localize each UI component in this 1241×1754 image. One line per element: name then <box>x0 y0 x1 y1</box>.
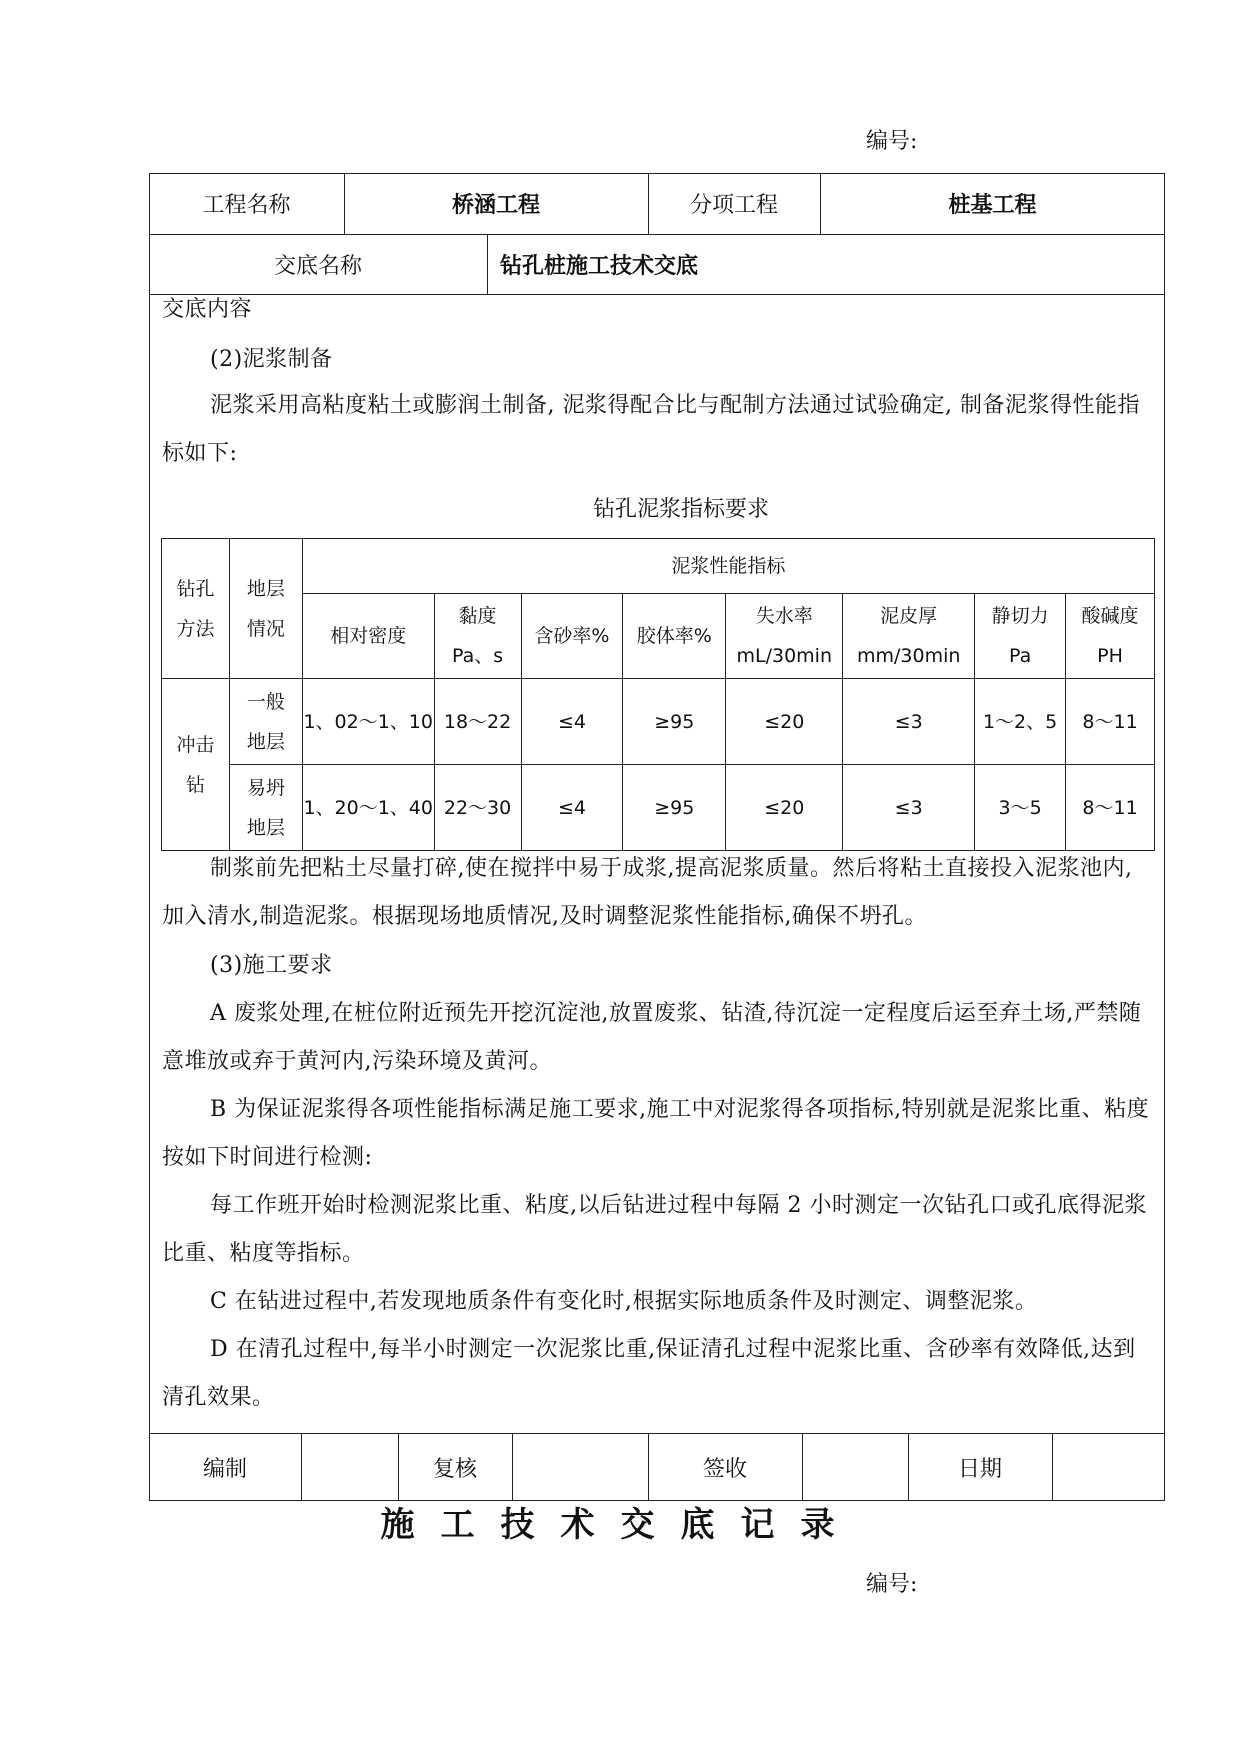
mud-preparation-paragraph: 泥浆采用高粘度粘土或膨润土制备, 泥浆得配合比与配制方法通过试验确定, 制备泥浆得性能指标如下: <box>162 393 1140 466</box>
requirement-b-paragraph: B 为保证泥浆得各项性能指标满足施工要求,施工中对泥浆得各项指标,特别就是泥浆比重、粘度按如下时间进行检测: <box>162 1097 1150 1170</box>
next-doc-number-label: 编号: <box>866 1572 918 1597</box>
reviewed-label: 复核 <box>432 1456 477 1482</box>
value-cell: 8～11 <box>1066 765 1155 851</box>
received-label: 签收 <box>702 1456 747 1482</box>
col-header-colloid-rate: 胶体率% <box>623 594 726 679</box>
date-field[interactable] <box>1052 1433 1165 1501</box>
value-cell: 8～11 <box>1066 679 1155 765</box>
value-cell: 3～5 <box>975 765 1066 851</box>
requirement-d-paragraph: D 在清孔过程中,每半小时测定一次泥浆比重,保证清孔过程中泥浆比重、含砂率有效降低,达到清孔效果。 <box>162 1337 1136 1410</box>
prepared-field[interactable] <box>301 1433 398 1501</box>
table-row <box>162 679 1155 765</box>
requirement-c-paragraph: C 在钻进过程中,若发现地质条件有变化时,根据实际地质条件及时测定、调整泥浆。 <box>210 1289 1038 1314</box>
sub-project-value: 桩基工程 <box>948 193 1037 218</box>
col-header-static-shear: 静切力 Pa <box>975 594 1066 679</box>
project-name-label: 工程名称 <box>202 193 291 218</box>
value-cell: ≥95 <box>623 765 726 851</box>
col-header-density: 相对密度 <box>302 594 434 679</box>
value-cell: 18～22 <box>434 679 521 765</box>
value-cell: 1、20～1、40 <box>302 765 434 851</box>
value-cell: ≤20 <box>726 679 843 765</box>
doc-number-label: 编号: <box>866 129 918 154</box>
requirement-a-paragraph: A 废浆处理,在桩位附近预先开挖沉淀池,放置废浆、钻渣,待沉淀一定程度后运至弃土场,严禁随意堆放或弃于黄河内,污染环境及黄河。 <box>162 1001 1142 1074</box>
briefing-name-label: 交底名称 <box>273 253 362 279</box>
col-header-mud-skin: 泥皮厚 mm/30min <box>843 594 975 679</box>
col-header-layer: 地层 情况 <box>229 539 302 679</box>
construction-requirements-heading: (3)施工要求 <box>210 953 333 978</box>
prepared-label: 编制 <box>202 1456 247 1482</box>
next-page-title: 施工技术交底记录 <box>380 1505 861 1545</box>
requirement-b2-paragraph: 每工作班开始时检测泥浆比重、粘度,以后钻进过程中每隔 2 小时测定一次钻孔口或孔底得泥浆比重、粘度等指标。 <box>162 1193 1147 1266</box>
value-cell: ≤3 <box>843 679 975 765</box>
layer-cell: 易坍 地层 <box>229 765 302 851</box>
value-cell: ≥95 <box>623 679 726 765</box>
content-section-label: 交底内容 <box>162 297 253 322</box>
value-cell: ≤3 <box>843 765 975 851</box>
col-group-header: 泥浆性能指标 <box>302 539 1154 594</box>
value-cell: ≤4 <box>521 679 623 765</box>
project-name-value: 桥涵工程 <box>451 193 540 218</box>
col-header-water-loss: 失水率 mL/30min <box>726 594 843 679</box>
briefing-name-value: 钻孔桩施工技术交底 <box>500 253 699 279</box>
mud-making-paragraph: 制浆前先把粘土尽量打碎,使在搅拌中易于成浆,提高泥浆质量。然后将粘土直接投入泥浆池内,加入清水,制造泥浆。根据现场地质情况,及时调整泥浆性能指标,确保不坍孔。 <box>162 856 1133 929</box>
value-cell: 22～30 <box>434 765 521 851</box>
reviewed-field[interactable] <box>512 1433 648 1501</box>
col-header-viscosity: 黏度 Pa、s <box>434 594 521 679</box>
value-cell: ≤4 <box>521 765 623 851</box>
col-header-sand-content: 含砂率% <box>521 594 623 679</box>
value-cell: 1～2、5 <box>975 679 1066 765</box>
layer-cell: 一般 地层 <box>229 679 302 765</box>
mud-preparation-heading: (2)泥浆制备 <box>210 347 333 372</box>
sub-project-label: 分项工程 <box>689 193 778 218</box>
value-cell: ≤20 <box>726 765 843 851</box>
col-header-method: 钻孔 方法 <box>162 539 230 679</box>
received-field[interactable] <box>802 1433 908 1501</box>
date-label: 日期 <box>957 1456 1002 1482</box>
table-row <box>162 765 1155 851</box>
method-cell: 冲击 钻 <box>162 679 230 851</box>
mud-index-table <box>161 538 1155 851</box>
col-header-ph: 酸碱度 PH <box>1066 594 1155 679</box>
mud-table-title: 钻孔泥浆指标要求 <box>592 497 769 522</box>
value-cell: 1、02～1、10 <box>302 679 434 765</box>
